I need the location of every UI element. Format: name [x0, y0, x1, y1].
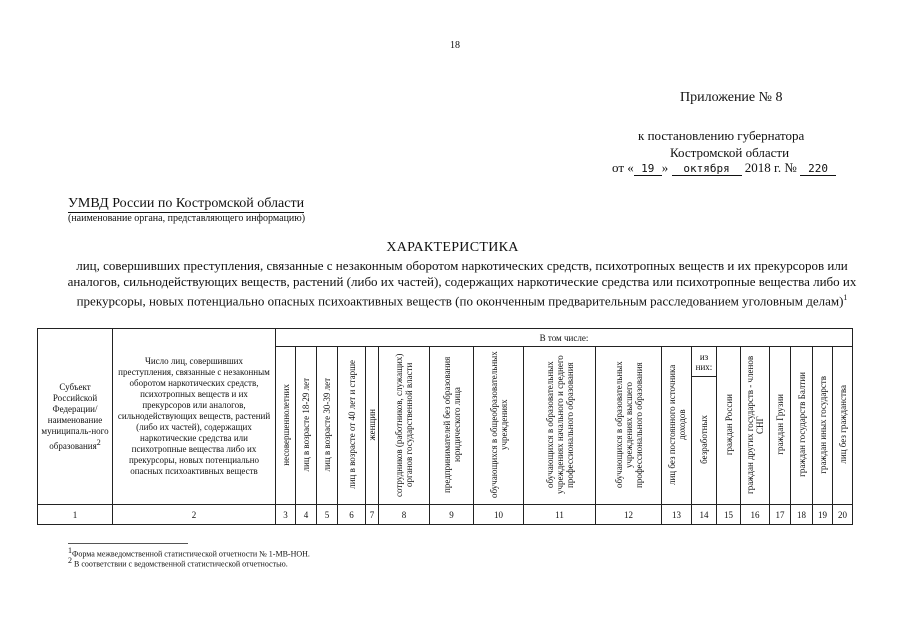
- header-col-17-text: граждан Грузии: [775, 394, 785, 455]
- header-col-8: [379, 347, 430, 505]
- header-col-16: [741, 347, 770, 505]
- decree-date-line: [612, 160, 836, 176]
- date-prefix: от «: [612, 160, 634, 175]
- col-number: 3: [276, 505, 296, 525]
- document-subtitle: [62, 258, 862, 309]
- header-col-3-text: несовершеннолетних: [280, 383, 291, 466]
- header-col-19-text: граждан иных государств: [817, 375, 828, 474]
- col-number: 17: [770, 505, 791, 525]
- header-col-5: [317, 347, 338, 505]
- header-col-4: [296, 347, 317, 505]
- col-number: 10: [474, 505, 524, 525]
- header-subject-footnote: 2: [96, 437, 101, 447]
- organization-name: УМВД России по Костромской области: [68, 196, 305, 211]
- header-col-14: [692, 377, 717, 505]
- header-col-14-text: безработных: [699, 415, 709, 464]
- col-number: 16: [741, 505, 770, 525]
- header-total: Число лиц, совершивших преступления, связанные с незаконным оборотом наркотических средств, психотропных веществ и их прекурсоров или аналогов, сильнодействующих веществ, растений (либо их частей), содержащих наркотические средства или психотропные вещества либо их прекурсоры, новых потенциально опасных психоактивных веществ: [113, 329, 276, 505]
- header-col-13: [662, 347, 692, 505]
- header-col-20-text: лиц без гражданства: [837, 385, 848, 464]
- header-col-11-text: обучающихся в образовательных учреждениях начального и среднего профессионального образования: [544, 355, 575, 494]
- col-number: 14: [692, 505, 717, 525]
- col-number: 20: [833, 505, 853, 525]
- col-number: 13: [662, 505, 692, 525]
- header-of-them: из них:: [692, 347, 717, 377]
- header-subject-text: Субъект Российской Федерации/ наименование муниципаль-ного образования: [41, 381, 109, 451]
- col-number: 8: [379, 505, 430, 525]
- col-number: 19: [813, 505, 833, 525]
- subtitle-footnote-mark: 1: [843, 293, 848, 302]
- header-col-10: [474, 347, 524, 505]
- header-including: В том числе:: [276, 329, 853, 347]
- subtitle-text: лиц, совершивших преступления, связанные с незаконным оборотом наркотических средств, психотропных веществ и их прекурсоров или аналогов, сильнодействующих веществ, растений (либо их частей), содержащих наркотические средства или психотропные вещества либо их прекурсоры, новых потенциально опасных психоактивных веществ (по оконченным предварительным расследованием уголовным делам): [67, 258, 857, 309]
- col-number: 7: [366, 505, 379, 525]
- header-col-5-text: лиц в возрасте 30-39 лет: [322, 377, 332, 472]
- footnote-1-text: Форма межведомственной статистической отчетности № 1-МВ-НОН.: [72, 549, 310, 559]
- appendix-label: Приложение № 8: [680, 90, 783, 105]
- decree-line-2: Костромской области: [670, 145, 790, 160]
- header-col-10-text: обучающихся в общеобразовательных учреждениях: [488, 351, 509, 498]
- decree-year-no: 2018 г. №: [744, 160, 797, 175]
- col-number: 6: [338, 505, 366, 525]
- header-col-8-text: сотрудников (работников, служащих) органов государственной власти: [394, 352, 414, 497]
- decree-number: 220: [800, 162, 836, 176]
- header-col-7-text: женщин: [367, 408, 377, 441]
- col-number: 18: [791, 505, 813, 525]
- col-number: 9: [430, 505, 474, 525]
- header-col-18-text: граждан государств Балтии: [796, 372, 807, 477]
- document-title: ХАРАКТЕРИСТИКА: [386, 240, 519, 255]
- header-col-15-text: граждан России: [723, 393, 734, 456]
- header-col-6-text: лиц в возрасте от 40 лет и старше: [346, 360, 357, 489]
- col-number: 12: [596, 505, 662, 525]
- header-col-6: [338, 347, 366, 505]
- footnote-divider: [68, 543, 188, 544]
- header-col-9-text: предпринимателей без образования юридического лица: [441, 356, 462, 493]
- header-col-19: [813, 347, 833, 505]
- header-subject: [38, 329, 113, 505]
- col-number: 4: [296, 505, 317, 525]
- header-col-12: [596, 347, 662, 505]
- header-col-20: [833, 347, 853, 505]
- header-col-7: [366, 347, 379, 505]
- date-mid: »: [661, 160, 669, 175]
- footnote-2-text: В соответствии с ведомственной статистической отчетностью.: [74, 559, 288, 569]
- header-col-17: [770, 347, 791, 505]
- footnote-2: [68, 556, 288, 569]
- col-number: 2: [113, 505, 276, 525]
- organization-note: (наименование органа, представляющего информацию): [68, 213, 306, 224]
- col-number: 15: [717, 505, 741, 525]
- footnote-2-mark: 2: [68, 556, 72, 565]
- header-col-16-text: граждан других государств - членов СНГ: [745, 355, 765, 494]
- header-col-13-text: лиц без постоянного источника доходов: [666, 364, 687, 485]
- footnote-1-mark: 1: [68, 546, 72, 555]
- decree-month: октября: [672, 162, 742, 176]
- col-number: 5: [317, 505, 338, 525]
- header-col-12-text: обучающихся в образовательных учреждениях высшего профессионального образования: [613, 361, 644, 488]
- column-numbers-row: [38, 505, 853, 525]
- header-col-15: [717, 347, 741, 505]
- header-col-11: [524, 347, 596, 505]
- col-number: 1: [38, 505, 113, 525]
- col-number: 11: [524, 505, 596, 525]
- decree-line-1: к постановлению губернатора: [638, 128, 805, 143]
- page-number: 18: [450, 40, 460, 51]
- header-col-9: [430, 347, 474, 505]
- header-col-18: [791, 347, 813, 505]
- header-col-3: [276, 347, 296, 505]
- characteristics-table: [37, 328, 853, 525]
- decree-day: 19: [634, 162, 662, 176]
- header-col-4-text: лиц в возрасте 18-29 лет: [301, 377, 311, 472]
